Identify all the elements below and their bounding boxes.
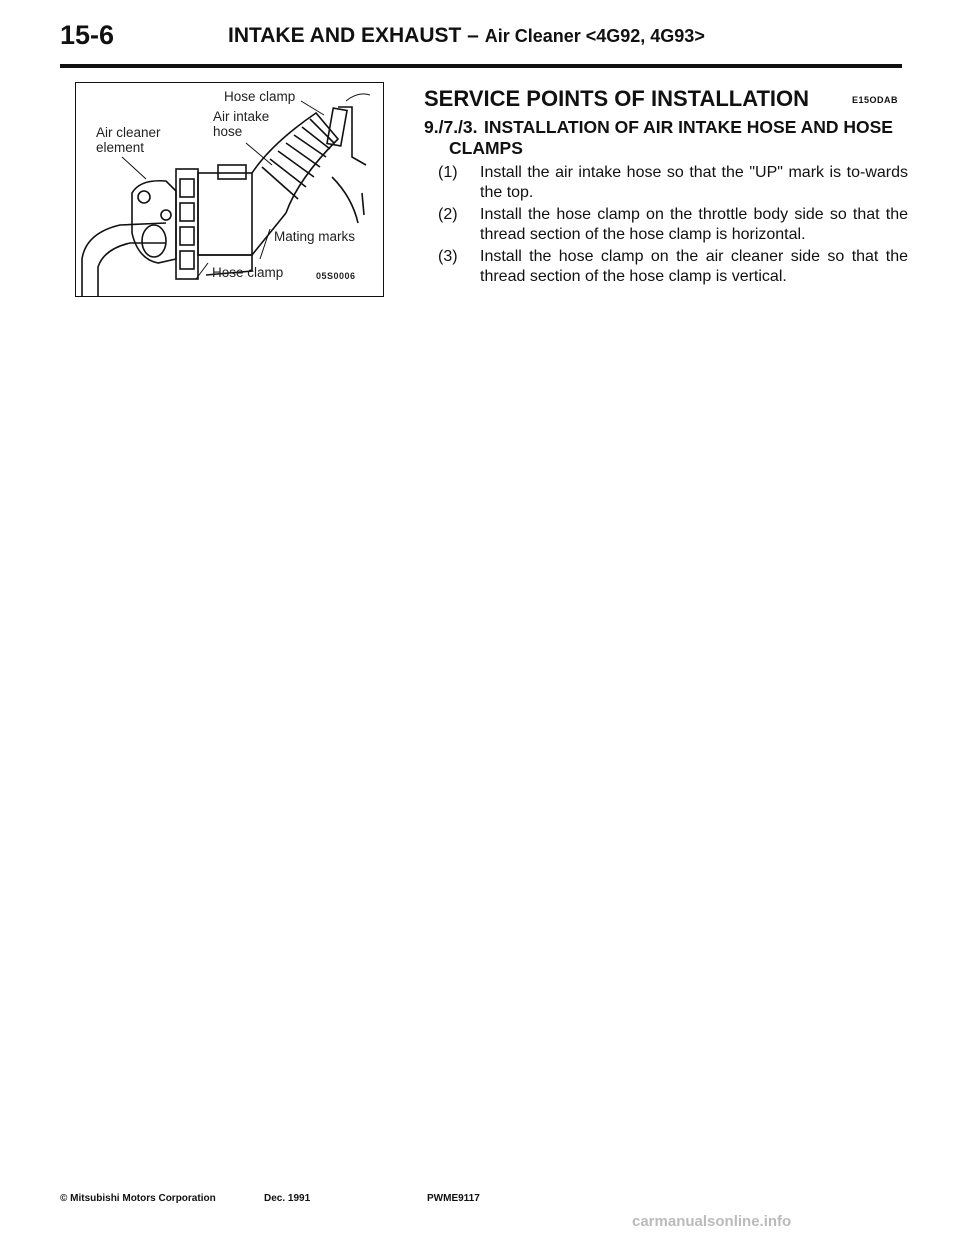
installation-steps	[424, 163, 908, 289]
step-number: (2)	[438, 206, 458, 223]
air-duct-outline	[82, 223, 166, 297]
header-rule	[60, 64, 902, 68]
label-air-cleaner-element-2: element	[96, 140, 145, 155]
mount-bolt-left	[138, 191, 150, 203]
header-title-main: INTAKE AND EXHAUST	[228, 24, 462, 47]
step-text: Install the hose clamp on the throttle body side so that the thread section of the hose clamp is horizontal.	[480, 206, 908, 243]
figure-box	[75, 82, 384, 297]
air-flow-sensor	[198, 173, 252, 255]
bellows-rib	[286, 143, 320, 167]
label-mating-marks: Mating marks	[274, 229, 356, 244]
label-air-intake-hose-2: hose	[213, 124, 243, 139]
step-text: Install the air intake hose so that the "UP" mark is to-wards the top.	[480, 164, 908, 201]
cable-line-2	[362, 193, 364, 215]
sub-heading-line-2: CLAMPS	[449, 138, 523, 158]
section-title: SERVICE POINTS OF INSTALLATION	[424, 86, 810, 111]
hose-clamp-block-3	[180, 203, 194, 221]
page-number: 15-6	[60, 20, 115, 50]
sub-heading	[424, 117, 904, 159]
leader-air-cleaner-element	[122, 157, 146, 179]
leader-top-right	[346, 94, 370, 101]
section-code: E15ODAB	[852, 95, 899, 105]
bellows-rib	[302, 127, 330, 149]
header-subtitle: Air Cleaner <4G92, 4G93>	[484, 26, 705, 46]
step-number: (1)	[438, 164, 458, 181]
mount-bolt-lower	[161, 210, 171, 220]
hose-clamp-block-2	[180, 179, 194, 197]
step-text: Install the hose clamp on the air cleaner side so that the thread section of the hose clamp is vertical.	[480, 248, 908, 285]
hose-clamp-block-5	[180, 251, 194, 269]
footer-code: PWME9117	[427, 1193, 480, 1204]
label-air-intake-hose-1: Air intake	[213, 109, 270, 124]
cable-line	[332, 177, 358, 223]
bellows-rib	[262, 167, 298, 199]
sub-heading-number: 9./7./3.	[424, 117, 478, 137]
air-flow-sensor-connector	[218, 165, 246, 179]
figure-code: 05S0006	[316, 271, 356, 281]
air-duct-outline-inner	[98, 243, 166, 297]
sub-heading-line-1	[424, 117, 904, 138]
leader-hose-clamp-top	[301, 101, 324, 115]
step-item	[424, 247, 908, 287]
bellows-rib	[278, 151, 314, 177]
hose-clamp-block-4	[180, 227, 194, 245]
step-number: (3)	[438, 248, 458, 265]
air-cleaner-element-ring	[142, 225, 166, 257]
footer-date: Dec. 1991	[264, 1193, 311, 1204]
label-hose-clamp-top: Hose clamp	[224, 89, 296, 104]
step-item	[424, 163, 908, 203]
bellows-rib	[270, 159, 306, 187]
step-item	[424, 205, 908, 245]
header-title: INTAKE AND EXHAUST – Air Cleaner <4G92, 4G93>	[228, 24, 705, 47]
bellows-rib	[294, 135, 326, 157]
watermark-link[interactable]: carmanualsonline.info	[632, 1213, 792, 1230]
label-air-cleaner-element-1: Air cleaner	[96, 125, 161, 140]
sub-heading-text: INSTALLATION OF AIR INTAKE HOSE AND HOSE	[484, 117, 893, 137]
label-hose-clamp-bottom: Hose clamp	[212, 265, 284, 280]
footer-copyright: © Mitsubishi Motors Corporation	[60, 1193, 216, 1204]
